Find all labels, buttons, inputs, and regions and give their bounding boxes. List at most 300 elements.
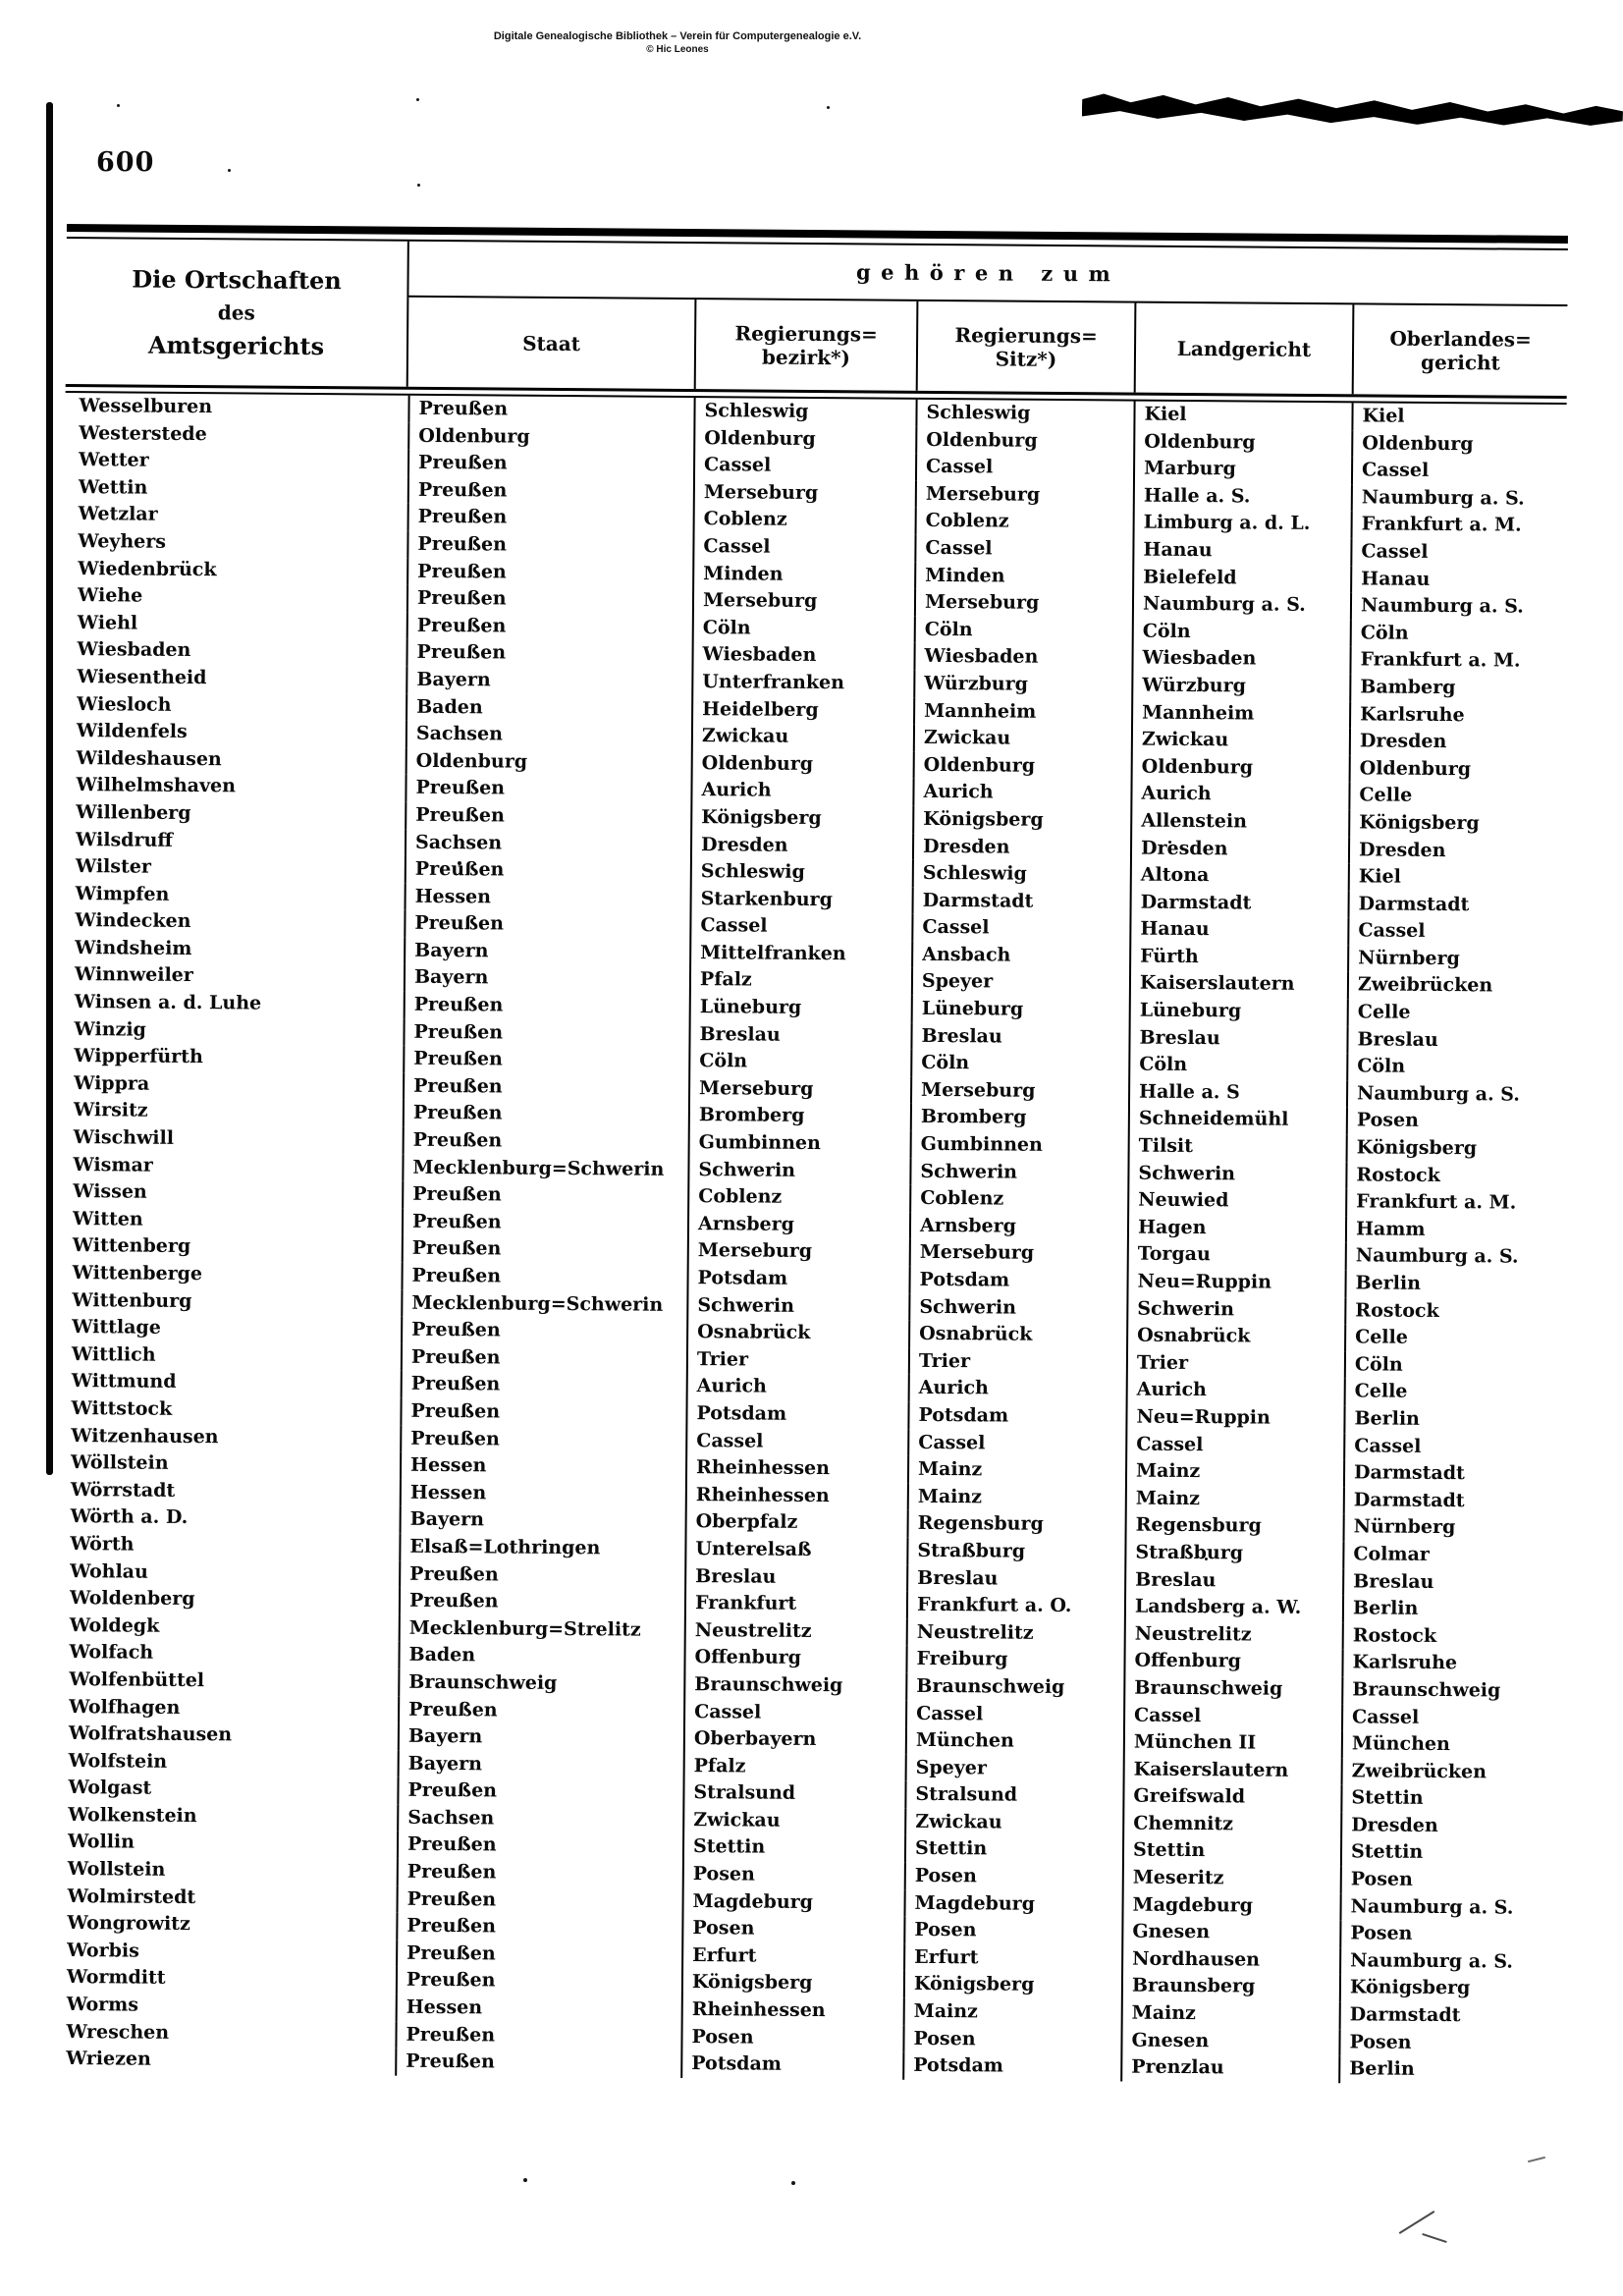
cell-ortschaft: Wöllstein <box>71 1451 169 1475</box>
cell-regierungsbezirk: Cassel <box>683 1698 905 1726</box>
cell-regierungsbezirk: Unterfranken <box>691 669 913 697</box>
cell-landgericht: Cassel <box>1125 1431 1343 1459</box>
cell-landgericht: Altona <box>1130 862 1348 891</box>
cell-oberlandesgericht: Colmar <box>1342 1541 1557 1569</box>
cell-oberlandesgericht: Frankfurt a. M. <box>1345 1188 1560 1217</box>
cell-staat: Preußen <box>403 1018 688 1048</box>
cell-ortschaft: Wiedenbrück <box>78 557 217 580</box>
cell-ortschaft: Wettin <box>78 475 148 499</box>
cell-regierungssitz: Schwerin <box>908 1293 1126 1322</box>
cell-ortschaft: Wiesentheid <box>77 666 207 689</box>
cell-landgericht: Schwerin <box>1126 1295 1344 1324</box>
cell-oberlandesgericht: Berlin <box>1338 2055 1553 2084</box>
cell-regierungssitz: Cöln <box>910 1050 1128 1078</box>
cell-ortschaft: Wilhelmshaven <box>76 774 237 797</box>
cell-oberlandesgericht: Naumburg a. S. <box>1339 1947 1554 1976</box>
cell-landgericht: Gnesen <box>1120 2027 1338 2055</box>
cell-ortschaft: Westerstede <box>79 421 207 445</box>
cell-landgericht: Mainz <box>1125 1458 1343 1487</box>
cell-oberlandesgericht: Berlin <box>1343 1405 1558 1434</box>
cell-oberlandesgericht: Darmstadt <box>1343 1459 1558 1488</box>
cell-ortschaft: Wissen <box>73 1180 147 1203</box>
cell-regierungsbezirk: Merseburg <box>688 1075 910 1104</box>
cell-regierungssitz: Aurich <box>912 779 1130 807</box>
cell-oberlandesgericht: Posen <box>1340 1866 1555 1894</box>
cell-landgericht: Cassel <box>1123 1702 1341 1730</box>
cell-oberlandesgericht: Oldenburg <box>1349 755 1564 784</box>
cell-oberlandesgericht: Berlin <box>1344 1270 1559 1298</box>
cell-oberlandesgericht: Celle <box>1348 783 1563 811</box>
cell-ortschaft: Winsen a. d. Luhe <box>74 991 262 1014</box>
cell-staat: Preußen <box>403 1127 688 1157</box>
cell-staat: Preußen <box>405 775 690 804</box>
column-header-regierungssitz: Regierungs= Sitz*) <box>916 301 1135 393</box>
cell-staat: Preußen <box>403 1073 688 1103</box>
cell-ortschaft: Wittmund <box>71 1370 177 1394</box>
cell-regierungssitz: Arnsberg <box>909 1213 1127 1241</box>
cell-regierungssitz: Lüneburg <box>911 996 1129 1024</box>
cell-staat: Hessen <box>396 1995 681 2024</box>
cell-landgericht: Allenstein <box>1130 807 1348 836</box>
cell-oberlandesgericht: Frankfurt a. M. <box>1349 647 1564 676</box>
cell-regierungssitz: Oldenburg <box>915 426 1133 455</box>
cell-regierungsbezirk: Arnsberg <box>687 1211 909 1239</box>
cell-landgericht: Prenzlau <box>1120 2054 1338 2083</box>
cell-ortschaft: Winzig <box>74 1017 146 1041</box>
cell-ortschaft: Wittlage <box>72 1316 161 1339</box>
cell-landgericht: Marburg <box>1133 456 1351 484</box>
cell-ortschaft: Wiesloch <box>77 692 172 716</box>
cell-regierungssitz: Königsberg <box>903 1971 1121 1999</box>
cell-oberlandesgericht: Dresden <box>1349 728 1564 756</box>
cell-staat: Preußen <box>401 1371 686 1400</box>
cell-regierungssitz: Osnabrück <box>908 1321 1126 1349</box>
cell-staat: Hessen <box>400 1479 685 1508</box>
cell-regierungsbezirk: Cöln <box>692 615 914 643</box>
cell-regierungsbezirk: Schleswig <box>693 398 915 426</box>
cell-ortschaft: Wirsitz <box>73 1099 148 1122</box>
cell-landgericht: Kiel <box>1133 402 1351 430</box>
corner-line1: Die Ortschaften <box>132 264 342 296</box>
cell-staat: Preußen <box>403 1100 688 1129</box>
cell-oberlandesgericht: Königsberg <box>1339 1975 1554 2003</box>
cell-staat: Preußen <box>395 2021 680 2050</box>
cell-regierungssitz: Merseburg <box>909 1239 1127 1268</box>
cell-regierungssitz: Straßburg <box>906 1538 1124 1566</box>
cell-regierungssitz: Dresden <box>912 833 1130 861</box>
cell-staat: Preußen <box>403 1046 688 1075</box>
cell-oberlandesgericht: München <box>1341 1730 1556 1759</box>
cell-ortschaft: Wörth <box>70 1533 135 1556</box>
cell-landgericht: Schneidemühl <box>1128 1106 1346 1134</box>
cell-regierungssitz: Potsdam <box>907 1402 1125 1431</box>
cell-staat: Bayern <box>400 1506 685 1536</box>
cell-oberlandesgericht: Zweibrücken <box>1347 972 1562 1001</box>
cell-oberlandesgericht: Darmstadt <box>1347 891 1562 919</box>
cell-oberlandesgericht: Cöln <box>1344 1351 1559 1380</box>
cell-oberlandesgericht: Darmstadt <box>1339 2001 1554 2030</box>
cell-landgericht: Nordhausen <box>1121 1945 1339 1974</box>
scan-scribble <box>1399 2211 1435 2234</box>
cell-landgericht: Bielefeld <box>1132 564 1350 592</box>
cell-regierungsbezirk: Coblenz <box>687 1183 909 1212</box>
cell-landgericht: Mainz <box>1125 1485 1343 1513</box>
cell-landgericht: Meseritz <box>1122 1865 1340 1893</box>
cell-ortschaft: Wippra <box>74 1071 150 1095</box>
cell-ortschaft: Wittenburg <box>72 1288 192 1312</box>
cell-landgericht: Osnabrück <box>1126 1323 1344 1351</box>
cell-ortschaft: Wörth a. D. <box>70 1505 189 1529</box>
cell-ortschaft: Wolfstein <box>68 1749 168 1773</box>
cell-staat: Oldenburg <box>407 422 693 452</box>
cell-oberlandesgericht: Posen <box>1346 1108 1561 1136</box>
cell-landgericht: Magdeburg <box>1121 1891 1339 1920</box>
cell-regierungsbezirk: Gumbinnen <box>688 1129 910 1158</box>
cell-regierungsbezirk: Oldenburg <box>693 425 915 454</box>
cell-oberlandesgericht: Kiel <box>1348 863 1563 892</box>
cell-landgericht: Kaiserslautern <box>1123 1756 1341 1784</box>
cell-ortschaft: Wittstock <box>71 1397 173 1420</box>
cell-staat: Preußen <box>405 856 690 886</box>
cell-staat: Sachsen <box>406 721 691 750</box>
cell-staat: Preußen <box>404 910 689 940</box>
cell-ortschaft: Wongrowitz <box>67 1912 190 1936</box>
cell-landgericht: Kaiserslautern <box>1129 970 1347 999</box>
cell-ortschaft: Wolfach <box>69 1641 154 1665</box>
cell-ortschaft: Woldegk <box>69 1613 160 1637</box>
cell-staat: Bayern <box>404 938 689 967</box>
cell-oberlandesgericht: Dresden <box>1348 837 1563 865</box>
cell-staat: Preußen <box>406 585 692 615</box>
cell-oberlandesgericht: Zweibrücken <box>1341 1758 1556 1786</box>
cell-oberlandesgericht: Frankfurt a. M. <box>1351 512 1566 540</box>
cell-ortschaft: Wildeshausen <box>76 746 222 770</box>
cell-regierungsbezirk: Unterelsaß <box>684 1536 906 1564</box>
cell-staat: Baden <box>398 1642 683 1671</box>
cell-oberlandesgericht: Kiel <box>1351 403 1566 431</box>
cell-landgericht: Cöln <box>1128 1052 1346 1080</box>
cell-regierungssitz: Braunschweig <box>905 1673 1123 1702</box>
scan-left-edge-artifact <box>46 102 53 1475</box>
cell-oberlandesgericht: Cassel <box>1347 918 1562 947</box>
cell-ortschaft: Witzenhausen <box>71 1424 219 1448</box>
cell-oberlandesgericht: Naumburg a. S. <box>1345 1243 1560 1272</box>
cell-oberlandesgericht: Karlsruhe <box>1349 701 1564 730</box>
cell-staat: Elsaß=Lothringen <box>399 1534 684 1563</box>
cell-staat: Preußen <box>397 1831 682 1861</box>
cell-staat: Bayern <box>398 1723 683 1753</box>
cell-ortschaft: Wollstein <box>67 1858 166 1881</box>
cell-regierungsbezirk: Neustrelitz <box>684 1617 906 1646</box>
cell-regierungssitz: Neustrelitz <box>906 1618 1124 1647</box>
cell-oberlandesgericht: Cassel <box>1351 457 1566 485</box>
cell-ortschaft: Wiehe <box>77 584 143 607</box>
cell-ortschaft: Wimpfen <box>75 882 170 905</box>
cell-ortschaft: Wipperfürth <box>74 1045 203 1068</box>
cell-regierungssitz: Stralsund <box>904 1781 1122 1810</box>
cell-regierungsbezirk: Königsberg <box>690 804 912 833</box>
cell-oberlandesgericht: Cassel <box>1343 1433 1558 1461</box>
cell-regierungssitz: Speyer <box>911 968 1129 997</box>
cell-landgericht: Lüneburg <box>1129 998 1347 1026</box>
cell-staat: Preußen <box>401 1343 686 1373</box>
cell-staat: Preußen <box>404 992 689 1021</box>
cell-regierungssitz: München <box>905 1727 1123 1756</box>
cell-regierungsbezirk: Aurich <box>686 1373 908 1401</box>
cell-landgericht: Hanau <box>1129 916 1347 945</box>
cell-landgericht: Breslau <box>1124 1566 1342 1595</box>
cell-regierungssitz: Speyer <box>905 1754 1123 1782</box>
cell-regierungssitz: Zwickau <box>904 1809 1122 1837</box>
cell-regierungssitz: Merseburg <box>910 1077 1128 1106</box>
table-header <box>66 239 1568 396</box>
group-header-gehoeren-zum: gehören zum <box>408 242 1567 306</box>
cell-staat: Braunschweig <box>398 1669 683 1699</box>
cell-regierungsbezirk: Osnabrück <box>686 1319 908 1347</box>
cell-ortschaft: Witten <box>72 1207 143 1230</box>
cell-landgericht: Cöln <box>1132 618 1350 646</box>
cell-regierungsbezirk: Bromberg <box>688 1102 910 1130</box>
cell-regierungssitz: Darmstadt <box>912 887 1130 915</box>
cell-regierungsbezirk: Cassel <box>689 912 911 941</box>
digitization-header-line2: © Hic Leones <box>646 44 709 55</box>
table-body <box>52 393 1566 2085</box>
cell-oberlandesgericht: Karlsruhe <box>1341 1650 1556 1678</box>
scan-speck <box>827 106 830 109</box>
cell-regierungsbezirk: Dresden <box>690 832 912 860</box>
cell-landgericht: Chemnitz <box>1122 1810 1340 1838</box>
column-header-ortschaften <box>66 239 409 387</box>
cell-regierungssitz: Erfurt <box>903 1944 1121 1973</box>
cell-landgericht: Braunschweig <box>1123 1674 1341 1703</box>
cell-oberlandesgericht: Braunschweig <box>1341 1676 1556 1705</box>
cell-landgericht: Neu=Ruppin <box>1125 1403 1343 1432</box>
cell-oberlandesgericht: Bamberg <box>1349 674 1564 702</box>
cell-oberlandesgericht: Cöln <box>1346 1054 1561 1082</box>
cell-landgericht: Oldenburg <box>1131 753 1349 782</box>
cell-regierungsbezirk: Aurich <box>690 777 912 805</box>
cell-ortschaft: Wohlau <box>70 1559 148 1583</box>
cell-regierungssitz: Wiesbaden <box>913 643 1131 672</box>
cell-staat: Preußen <box>402 1235 687 1265</box>
cell-ortschaft: Wetzlar <box>78 503 158 526</box>
cell-ortschaft: Wormditt <box>66 1966 166 1990</box>
cell-staat: Preußen <box>401 1263 686 1292</box>
cell-regierungsbezirk: Offenburg <box>683 1644 905 1672</box>
cell-regierungsbezirk: Breslau <box>688 1021 910 1050</box>
cell-staat: Oldenburg <box>406 747 691 777</box>
cell-landgericht: Aurich <box>1126 1377 1344 1405</box>
cell-regierungsbezirk: Pfalz <box>683 1753 905 1781</box>
cell-regierungssitz: Posen <box>904 1863 1122 1891</box>
cell-regierungssitz: Mainz <box>907 1456 1125 1485</box>
cell-staat: Preußen <box>397 1886 682 1915</box>
cell-staat: Mecklenburg=Schwerin <box>401 1289 686 1319</box>
cell-ortschaft: Wischwill <box>73 1126 175 1149</box>
cell-landgericht: Limburg a. d. L. <box>1133 510 1351 538</box>
cell-oberlandesgericht: Nürnberg <box>1347 945 1562 973</box>
cell-staat: Mecklenburg=Schwerin <box>402 1154 687 1183</box>
cell-regierungssitz: Breslau <box>906 1564 1124 1593</box>
scan-top-right-artifact <box>1082 90 1623 128</box>
cell-regierungssitz: Cassel <box>907 1429 1125 1457</box>
cell-landgericht: Straßburg <box>1124 1539 1342 1567</box>
cell-staat: Preußen <box>400 1425 685 1454</box>
cell-landgericht: Offenburg <box>1123 1648 1341 1676</box>
cell-ortschaft: Wilster <box>75 855 151 878</box>
cell-staat: Preußen <box>396 1967 681 1996</box>
cell-staat: Preußen <box>406 612 692 641</box>
cell-ortschaft: Wildenfels <box>76 720 188 743</box>
cell-oberlandesgericht: Celle <box>1344 1324 1559 1352</box>
cell-regierungsbezirk: Stralsund <box>682 1779 904 1808</box>
cell-ortschaft: Wolfhagen <box>69 1695 181 1719</box>
cell-landgericht: Torgau <box>1127 1241 1345 1270</box>
cell-landgericht: Hagen <box>1127 1214 1345 1242</box>
cell-oberlandesgericht: Rostock <box>1342 1622 1557 1651</box>
cell-regierungsbezirk: Frankfurt <box>684 1590 906 1618</box>
cell-ortschaft: Wriezen <box>66 2048 151 2070</box>
cell-ortschaft: Willenberg <box>76 800 191 824</box>
cell-staat: Mecklenburg=Strelitz <box>399 1614 684 1644</box>
cell-regierungsbezirk: Cassel <box>692 533 914 562</box>
cell-regierungsbezirk: Zwickau <box>682 1807 904 1835</box>
cell-ortschaft: Wolfratshausen <box>68 1722 233 1746</box>
cell-oberlandesgericht: Celle <box>1344 1379 1559 1407</box>
cell-staat: Preußen <box>396 1913 681 1942</box>
cell-regierungsbezirk: Stettin <box>682 1833 904 1862</box>
cell-staat: Preußen <box>407 504 693 533</box>
scan-speck <box>417 184 420 187</box>
cell-regierungssitz: Würzburg <box>913 671 1131 699</box>
scan-speck <box>228 169 231 172</box>
cell-ortschaft: Windsheim <box>75 936 192 959</box>
cell-regierungssitz: Mannheim <box>913 697 1131 726</box>
cell-staat: Preußen <box>395 2049 680 2078</box>
cell-staat: Hessen <box>400 1452 685 1482</box>
cell-landgericht: Greifswald <box>1122 1783 1340 1812</box>
cell-landgericht: Halle a. S. <box>1133 482 1351 511</box>
cell-ortschaft: Wittenberg <box>72 1234 191 1258</box>
cell-staat: Preußen <box>406 531 692 561</box>
cell-ortschaft: Wismar <box>73 1153 153 1176</box>
cell-regierungsbezirk: Merseburg <box>693 479 915 508</box>
cell-regierungsbezirk: Oberbayern <box>683 1725 905 1754</box>
cell-regierungssitz: Potsdam <box>902 2052 1120 2081</box>
cell-regierungsbezirk: Braunschweig <box>683 1671 905 1700</box>
cell-ortschaft: Woldenberg <box>69 1587 195 1611</box>
cell-ortschaft: Wolgast <box>68 1777 152 1800</box>
cell-oberlandesgericht: Posen <box>1339 1920 1554 1948</box>
cell-oberlandesgericht: Posen <box>1338 2029 1553 2057</box>
cell-regierungssitz: Posen <box>903 1917 1121 1945</box>
cell-landgericht: München II <box>1123 1729 1341 1758</box>
cell-regierungsbezirk: Posen <box>680 2024 902 2052</box>
cell-oberlandesgericht: Hanau <box>1350 566 1565 594</box>
cell-oberlandesgericht: Nürnberg <box>1343 1514 1558 1543</box>
cell-regierungsbezirk: Schwerin <box>687 1157 909 1185</box>
cell-regierungsbezirk: Starkenburg <box>690 886 912 914</box>
cell-landgericht: Dresden <box>1130 835 1348 863</box>
cell-staat: Preußen <box>397 1777 682 1807</box>
scan-scribble <box>1422 2233 1446 2243</box>
cell-ortschaft: Wörrstadt <box>70 1478 176 1502</box>
cell-ortschaft: Wetter <box>79 449 149 471</box>
column-header-oberlandesgericht: Oberlandes= gericht <box>1352 304 1568 396</box>
scan-speck <box>416 98 419 101</box>
cell-regierungsbezirk: Wiesbaden <box>691 641 913 670</box>
cell-oberlandesgericht: Stettin <box>1340 1785 1555 1814</box>
cell-oberlandesgericht: Dresden <box>1340 1812 1555 1840</box>
cell-landgericht: Schwerin <box>1127 1160 1345 1188</box>
cell-regierungsbezirk: Rheinhessen <box>685 1454 907 1483</box>
cell-regierungssitz: Cassel <box>905 1700 1123 1728</box>
cell-regierungssitz: Trier <box>908 1348 1126 1377</box>
cell-regierungssitz: Merseburg <box>914 589 1132 618</box>
cell-staat: Bayern <box>406 667 691 696</box>
cell-regierungsbezirk: Merseburg <box>687 1237 909 1266</box>
cell-oberlandesgericht: Cöln <box>1350 620 1565 648</box>
cell-staat: Bayern <box>404 964 689 994</box>
cell-staat: Preußen <box>407 450 693 479</box>
cell-staat: Preußen <box>402 1209 687 1238</box>
corner-line2: des <box>217 301 255 325</box>
cell-regierungsbezirk: Potsdam <box>686 1265 908 1293</box>
cell-regierungsbezirk: Posen <box>682 1861 904 1889</box>
cell-staat: Preußen <box>398 1696 683 1725</box>
cell-oberlandesgericht: Rostock <box>1345 1162 1560 1190</box>
cell-regierungsbezirk: Cassel <box>693 452 915 480</box>
cell-landgericht: Fürth <box>1129 943 1347 971</box>
cell-oberlandesgericht: Naumburg a. S. <box>1339 1893 1554 1922</box>
cell-regierungssitz: Schwerin <box>909 1158 1127 1186</box>
cell-staat: Preußen <box>396 1941 681 1970</box>
cell-regierungsbezirk: Schleswig <box>690 858 912 887</box>
cell-oberlandesgericht: Königsberg <box>1348 809 1563 838</box>
cell-regierungssitz: Coblenz <box>915 508 1133 536</box>
page-number: 600 <box>96 147 155 178</box>
cell-regierungsbezirk: Pfalz <box>689 966 911 995</box>
cell-oberlandesgericht: Celle <box>1347 999 1562 1027</box>
cell-regierungsbezirk: Heidelberg <box>691 696 913 725</box>
cell-landgericht: Mannheim <box>1131 699 1349 728</box>
cell-regierungssitz: Posen <box>902 2025 1120 2053</box>
cell-regierungsbezirk: Mittelfranken <box>689 940 911 968</box>
cell-regierungsbezirk: Trier <box>686 1346 908 1375</box>
cell-regierungssitz: Regensburg <box>907 1510 1125 1539</box>
cell-staat: Preußen <box>401 1317 686 1346</box>
cell-oberlandesgericht: Rostock <box>1344 1297 1559 1326</box>
cell-regierungssitz: Stettin <box>904 1835 1122 1864</box>
cell-staat: Sachsen <box>397 1805 682 1834</box>
cell-oberlandesgericht: Königsberg <box>1346 1134 1561 1163</box>
cell-regierungssitz: Cassel <box>915 454 1133 482</box>
cell-oberlandesgericht: Berlin <box>1342 1595 1557 1623</box>
cell-oberlandesgericht: Cassel <box>1341 1704 1556 1732</box>
cell-regierungsbezirk: Oberpfalz <box>685 1508 907 1537</box>
cell-regierungssitz: Freiburg <box>905 1646 1123 1674</box>
cell-landgericht: Trier <box>1126 1349 1344 1378</box>
cell-ortschaft: Wesselburen <box>79 395 213 418</box>
cell-oberlandesgericht: Darmstadt <box>1343 1487 1558 1515</box>
cell-regierungssitz: Mainz <box>903 1998 1121 2027</box>
digitization-header <box>0 29 1355 56</box>
cell-landgericht: Oldenburg <box>1133 428 1351 457</box>
cell-landgericht: Neuwied <box>1127 1187 1345 1216</box>
column-header-regierungsbezirk: Regierungs= bezirk*) <box>694 300 917 391</box>
cell-ortschaft: Wittenberge <box>72 1262 203 1285</box>
cell-regierungsbezirk: Königsberg <box>681 1969 903 1997</box>
